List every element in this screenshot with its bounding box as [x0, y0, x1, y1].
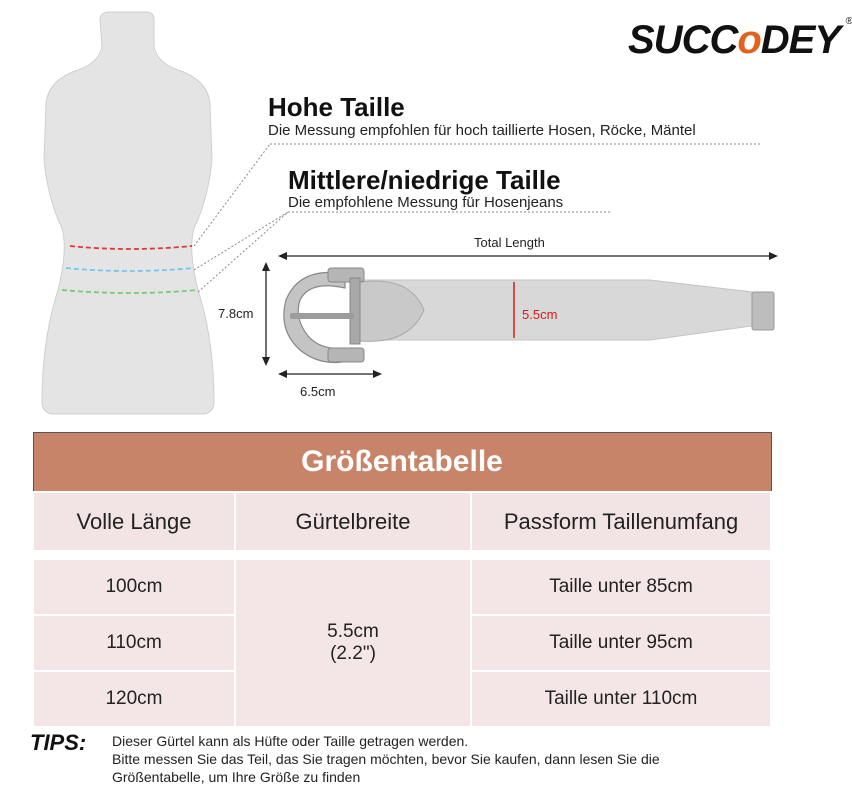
header-belt-width: Gürtelbreite — [235, 492, 471, 551]
size-table-title: Größentabelle — [33, 433, 771, 493]
brand-logo — [628, 16, 852, 63]
mid-waist-title: Mittlere/niedrige Taille — [288, 165, 561, 195]
tips-text — [112, 732, 792, 786]
buckle-width-arrow — [278, 370, 382, 378]
buckle-height-arrow — [262, 262, 270, 366]
width-cell — [235, 559, 471, 727]
registered-mark: ® — [845, 16, 852, 27]
high-waist-title: Hohe Taille — [268, 92, 405, 122]
brand-name-end: DEY — [760, 18, 841, 62]
total-length-arrow — [278, 252, 778, 260]
length-cell: 100cm — [33, 559, 235, 615]
fit-cell: Taille unter 85cm — [471, 559, 771, 615]
header-waist-fit: Passform Taillenumfang — [471, 492, 771, 551]
tips-line: Bitte messen Sie das Teil, das Sie tragen möchten, bevor Sie kaufen, dann lesen Sie die — [112, 751, 660, 767]
buckle-width-label: 6.5cm — [300, 384, 336, 399]
leader-line-low — [198, 212, 288, 292]
length-cell: 110cm — [33, 615, 235, 671]
fit-cell: Taille unter 110cm — [471, 671, 771, 727]
high-waist-description: Die Messung empfohlen für hoch taillierte Hosen, Röcke, Mäntel — [268, 122, 696, 139]
belt-tip-icon — [752, 292, 774, 330]
length-cell: 120cm — [33, 671, 235, 727]
tips-line: Dieser Gürtel kann als Hüfte oder Taille getragen werden. — [112, 733, 469, 749]
size-table — [32, 432, 772, 728]
mid-waist-description: Die empfohlene Messung für Hosenjeans — [288, 194, 564, 211]
width-cell-line1: 5.5cm — [327, 621, 379, 642]
table-row — [33, 559, 771, 615]
tips-line: Größentabelle, um Ihre Größe zu finden — [112, 769, 361, 785]
brand-name-accent: o — [737, 18, 761, 62]
strap-width-label: 5.5cm — [522, 307, 558, 322]
fit-cell: Taille unter 95cm — [471, 615, 771, 671]
mannequin-torso-icon — [42, 12, 214, 414]
leader-line-mid — [194, 212, 288, 270]
buckle-icon — [284, 268, 364, 362]
header-full-length: Volle Länge — [33, 492, 235, 551]
total-length-label: Total Length — [474, 235, 545, 250]
width-cell-line2: (2.2") — [330, 643, 376, 664]
tips-label: TIPS: — [30, 730, 87, 755]
buckle-height-label: 7.8cm — [218, 306, 254, 321]
brand-name-start: SUCC — [628, 18, 738, 62]
